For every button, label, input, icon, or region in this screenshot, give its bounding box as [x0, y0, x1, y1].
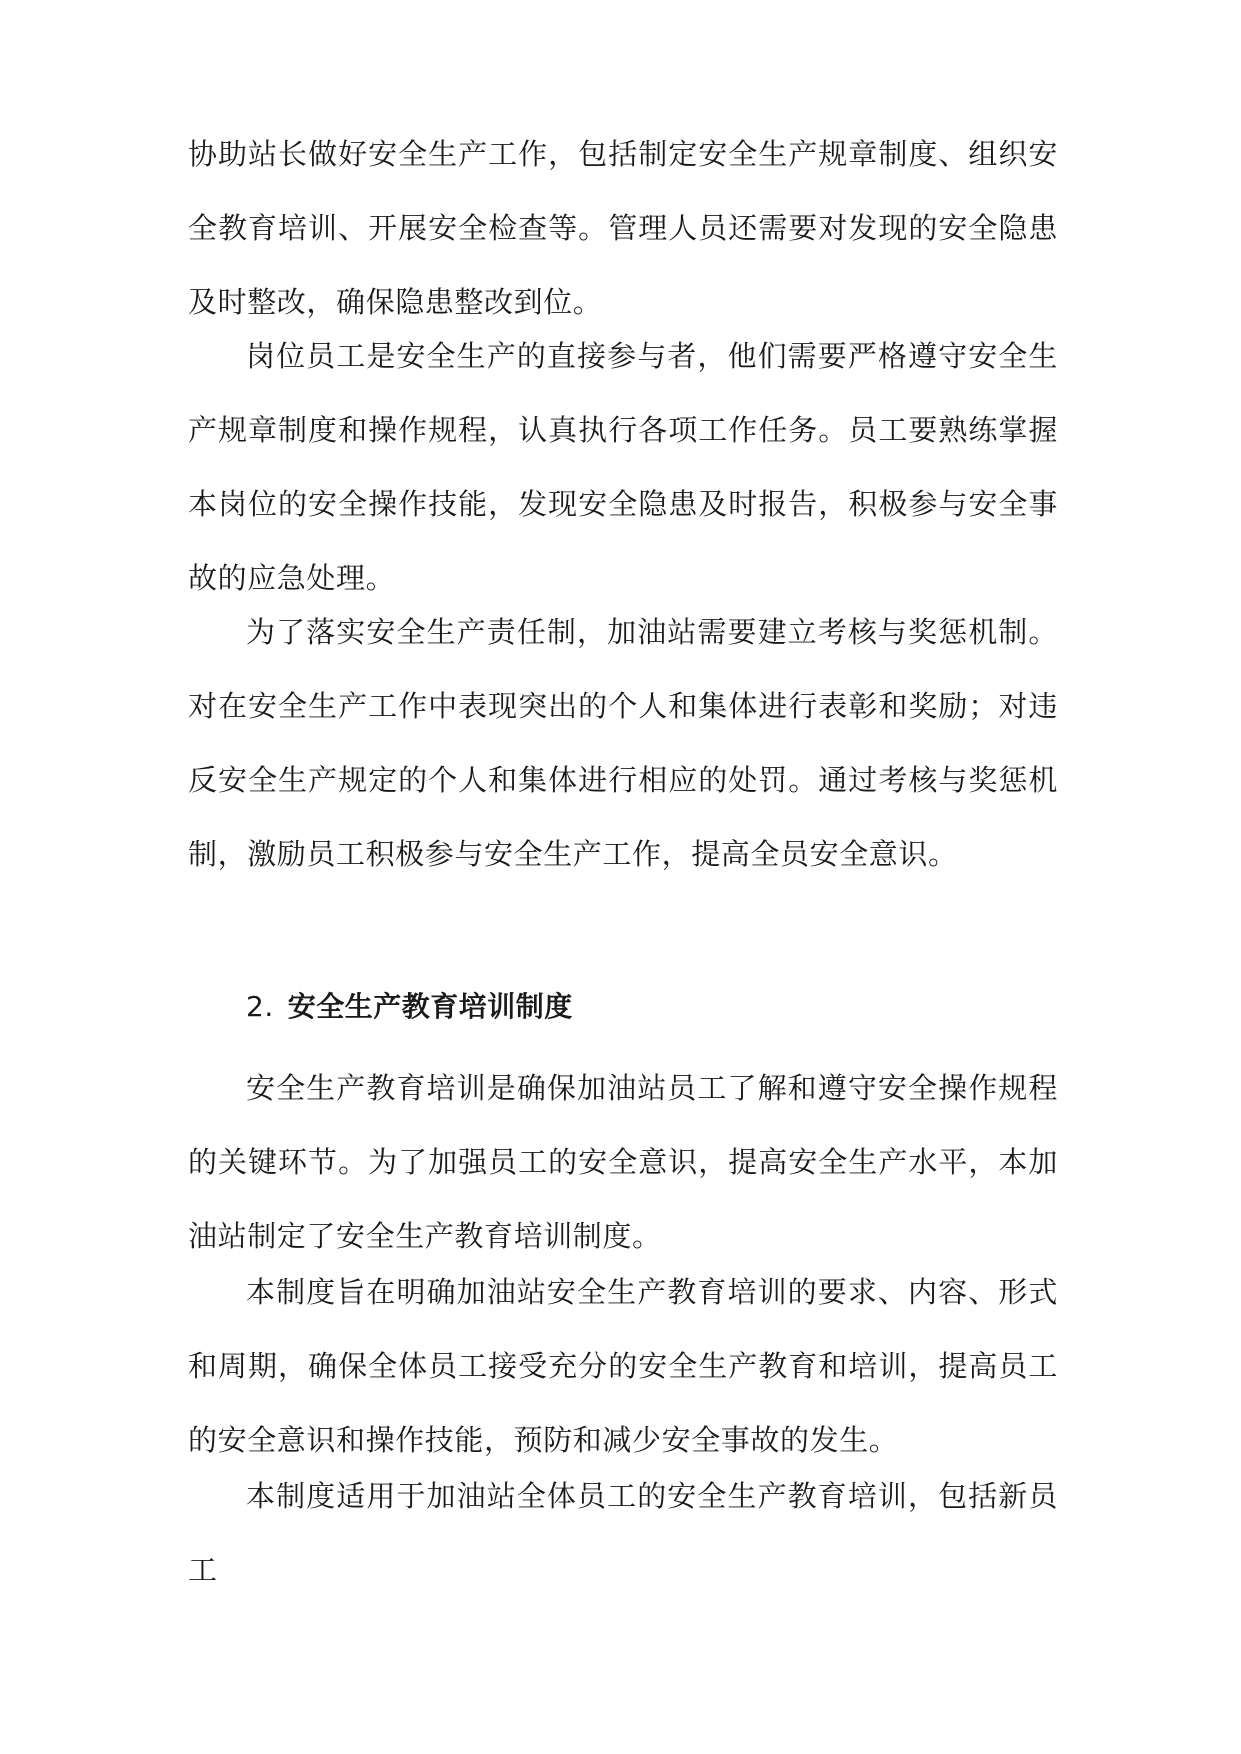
section-heading: [246, 987, 573, 1027]
paragraph-training-scope: 本制度适用于加油站全体员工的安全生产教育培训，包括新员工: [188, 1479, 1058, 1587]
paragraph-employee-duties: 岗位员工是安全生产的直接参与者，他们需要严格遵守安全生产规章制度和操作规程，认真执行各项工作任务。员工要熟练掌握本岗位的安全操作技能，发现安全隐患及时报告，积极参与安全事故的应急处理。: [188, 339, 1058, 595]
paragraph-assessment-rewards: 为了落实安全生产责任制，加油站需要建立考核与奖惩机制。对在安全生产工作中表现突出的个人和集体进行表彰和奖励；对违反安全生产规定的个人和集体进行相应的处罚。通过考核与奖惩机制，激励员工积极参与安全生产工作，提高全员安全意识。: [188, 615, 1058, 871]
section-number: 2.: [246, 990, 274, 1023]
paragraph-training-intro: 安全生产教育培训是确保加油站员工了解和遵守安全操作规程的关键环节。为了加强员工的安全意识，提高安全生产水平，本加油站制定了安全生产教育培训制度。: [188, 1071, 1058, 1253]
paragraph-training-purpose: 本制度旨在明确加油站安全生产教育培训的要求、内容、形式和周期，确保全体员工接受充分的安全生产教育和培训，提高员工的安全意识和操作技能，预防和减少安全事故的发生。: [188, 1275, 1058, 1457]
paragraph-management-duties: 协助站长做好安全生产工作，包括制定安全生产规章制度、组织安全教育培训、开展安全检查等。管理人员还需要对发现的安全隐患及时整改，确保隐患整改到位。: [188, 137, 1058, 319]
section-title: 安全生产教育培训制度: [287, 990, 573, 1023]
